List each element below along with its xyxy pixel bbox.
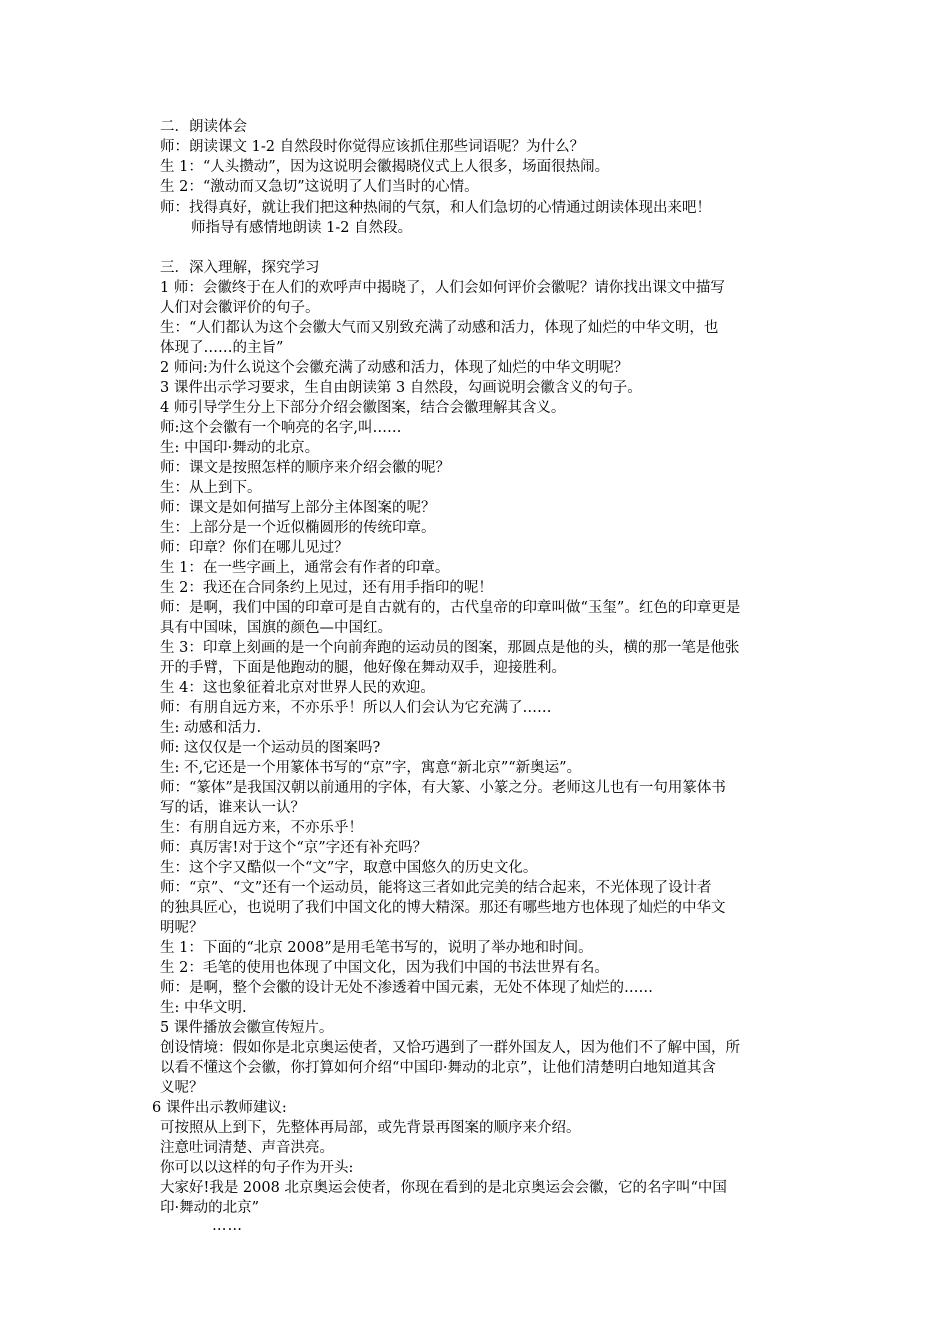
text-line: 明呢？	[160, 920, 204, 936]
text-line: 师：真厉害!对于这个“京”字还有补充吗？	[160, 840, 428, 856]
text-line: 写的话，谁来认一认？	[160, 800, 305, 816]
text-line: 生: 动感和活力.	[160, 720, 262, 736]
text-line: 生：“人们都认为这个会徽大气而又别致充满了动感和活力，体现了灿烂的中华文明，也	[160, 320, 719, 336]
text-line: 具有中国味，国旗的颜色—中国红。	[160, 620, 392, 636]
text-line: 人们对会徽评价的句子。	[160, 300, 320, 316]
text-line: 师: 这仅仅是一个运动员的图案吗?	[160, 740, 381, 756]
text-line: 体现了……的主旨”	[160, 340, 284, 356]
text-line: 生：上部分是一个近似椭圆形的传统印章。	[160, 520, 436, 536]
text-line: 生 4：这也象征着北京对世界人民的欢迎。	[160, 680, 435, 696]
text-line: 印·舞动的北京”	[160, 1200, 260, 1216]
text-line: 1 师：会徽终于在人们的欢呼声中揭晓了，人们会如何评价会徽呢？请你找出课文中描写	[160, 280, 725, 296]
text-line: 4 师引导学生分上下部分介绍会徽图案，结合会徽理解其含义。	[160, 400, 566, 416]
text-line: 师：“篆体”是我国汉朝以前通用的字体，有大篆、小篆之分。老师这儿也有一句用篆体书	[160, 780, 726, 796]
text-line: 2 师问:为什么说这个会徽充满了动感和活力，体现了灿烂的中华文明呢？	[160, 360, 629, 376]
text-line: 创设情境：假如你是北京奥运使者，又恰巧遇到了一群外国友人，因为他们不了解中国，所	[160, 1040, 740, 1056]
text-line: 师：朗读课文 1-2 自然段时你觉得应该抓住那些词语呢？为什么？	[160, 139, 585, 155]
text-line: 生：这个字又酷似一个“文”字，取意中国悠久的历史文化。	[160, 860, 538, 876]
text-line: 师指导有感情地朗读 1-2 自然段。	[191, 220, 413, 236]
text-line: 大家好!我是 2008 北京奥运会使者，你现在看到的是北京奥运会会徽，它的名字叫“中国	[160, 1180, 727, 1196]
text-line: 的独具匠心，也说明了我们中国文化的博大精深。那还有哪些地方也体现了灿烂的中华文	[160, 900, 726, 916]
text-line: 生 2：毛笔的使用也体现了中国文化，因为我们中国的书法世界有名。	[160, 960, 609, 976]
text-line: 生：从上到下。	[160, 480, 262, 496]
text-line: 义呢？	[160, 1080, 204, 1096]
text-line: 生 2：“激动而又急切”这说明了人们当时的心情。	[160, 179, 479, 195]
text-line: 师：印章？你们在哪儿见过？	[160, 540, 349, 556]
text-line: 生: 中国印·舞动的北京。	[160, 440, 320, 456]
text-line: 生 2：我还在合同条约上见过，还有用手指印的呢！	[160, 580, 493, 596]
text-line: 师：有朋自远方来，不亦乐乎！所以人们会认为它充满了……	[160, 700, 552, 716]
text-line: 3 课件出示学习要求，生自由朗读第 3 自然段，勾画说明会徽含义的句子。	[160, 380, 642, 396]
text-line: 6 课件出示教师建议:	[152, 1100, 287, 1116]
text-line: 师：是啊，整个会徽的设计无处不渗透着中国元素，无处不体现了灿烂的……	[160, 980, 653, 996]
text-line: 以看不懂这个会徽，你打算如何介绍“中国印·舞动的北京”，让他们清楚明白地知道其含	[160, 1060, 716, 1076]
text-line: 开的手臂，下面是他跑动的腿，他好像在舞动双手，迎接胜利。	[160, 660, 566, 676]
section-heading-explore: 三．深入理解，探究学习	[160, 260, 320, 276]
text-line: 5 课件播放会徽宣传短片。	[160, 1020, 334, 1036]
text-line: 可按照从上到下，先整体再局部，或先背景再图案的顺序来介绍。	[160, 1120, 581, 1136]
text-line: 师：“京”、“文”还有一个运动员，能将这三者如此完美的结合起来，不光体现了设计者	[160, 880, 712, 896]
text-line: 师：课文是如何描写上部分主体图案的呢？	[160, 500, 436, 516]
text-line: 师:这个会徽有一个响亮的名字,叫……	[160, 420, 402, 436]
section-heading-reading: 二．朗读体会	[160, 119, 247, 135]
text-line: 生 1：下面的“北京 2008”是用毛笔书写的，说明了举办地和时间。	[160, 940, 593, 956]
text-line: 生: 中华文明.	[160, 1000, 247, 1016]
text-line: 生 1：在一些字画上，通常会有作者的印章。	[160, 560, 450, 576]
text-line: 师：是啊，我们中国的印章可是自古就有的，古代皇帝的印章叫做“玉玺”。红色的印章更是	[160, 600, 741, 616]
text-line: 生 3：印章上刻画的是一个向前奔跑的运动员的图案，那圆点是他的头，横的那一笔是他张	[160, 640, 740, 656]
text-line: 注意吐词清楚、声音洪亮。	[160, 1140, 334, 1156]
text-line: 生 1：“人头攒动”，因为这说明会徽揭晓仪式上人很多，场面很热闹。	[160, 159, 610, 175]
text-line: 师：课文是按照怎样的顺序来介绍会徽的呢？	[160, 460, 450, 476]
text-line: 生：有朋自远方来，不亦乐乎！	[160, 820, 363, 836]
text-line: 生: 不,它还是一个用篆体书写的“京”字，寓意“新北京”“新奥运”。	[160, 760, 582, 776]
text-line: 师：找得真好，就让我们把这种热闹的气氛，和人们急切的心情通过朗读体现出来吧！	[160, 200, 711, 216]
text-line: 你可以以这样的句子作为开头:	[160, 1160, 354, 1176]
ellipsis-line: ……	[212, 1218, 243, 1234]
